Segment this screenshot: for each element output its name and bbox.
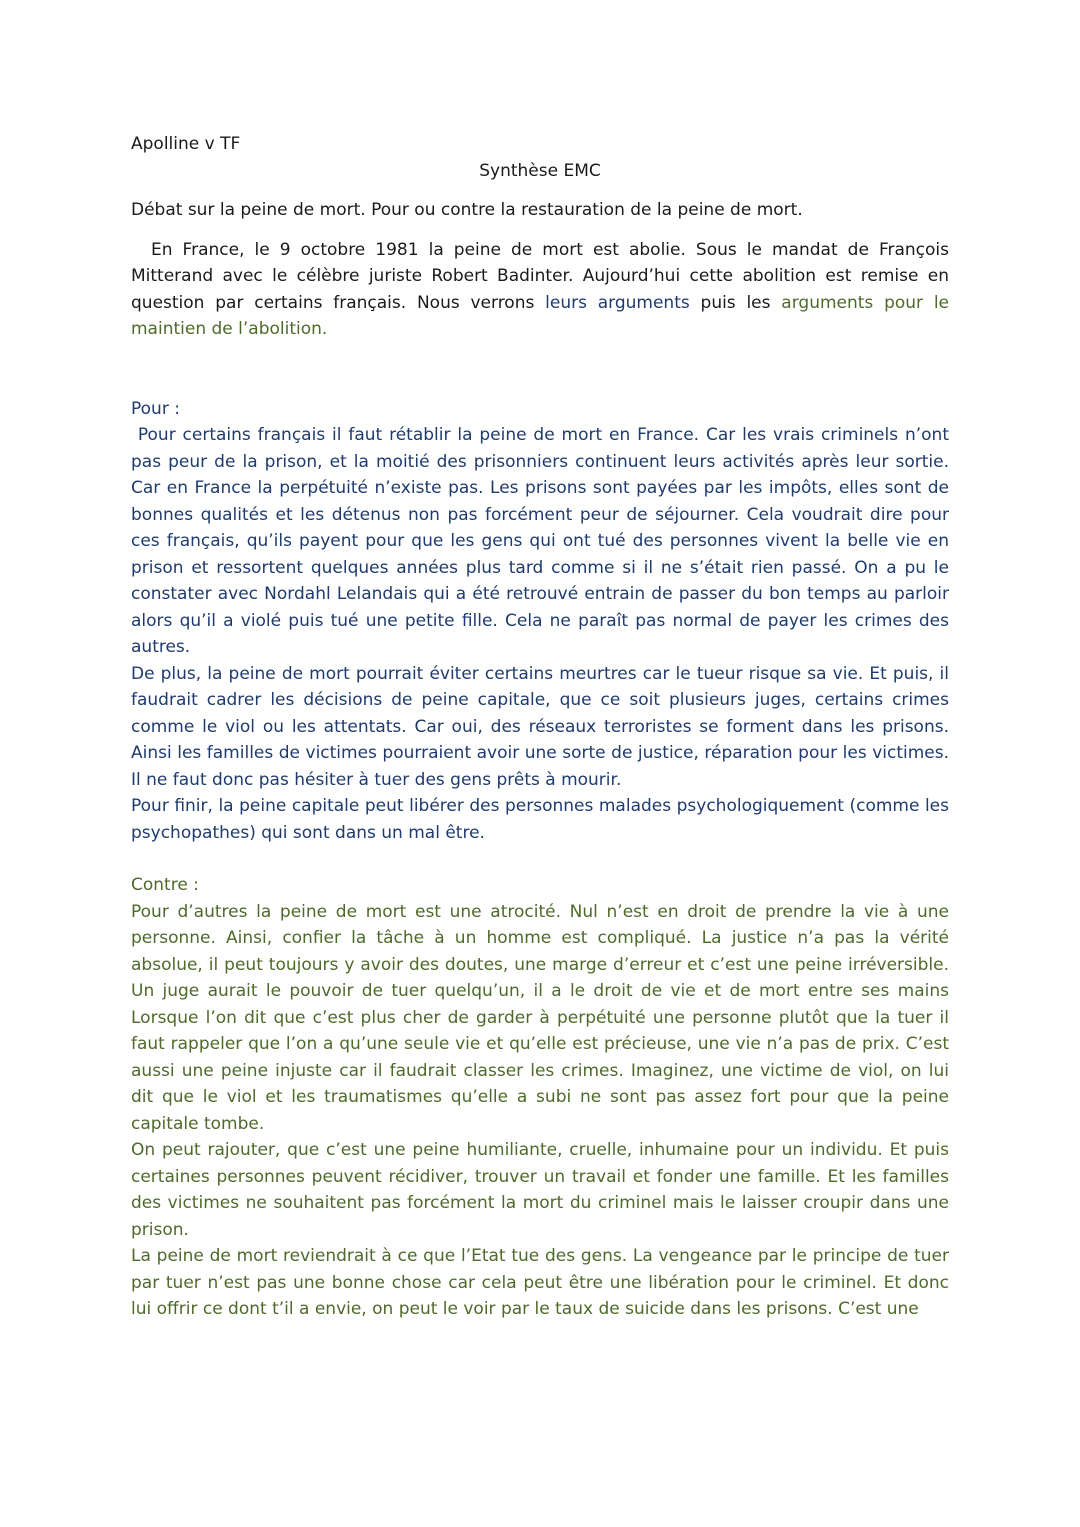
contre-heading: Contre :	[131, 875, 199, 895]
contre-paragraph-2: On peut rajouter, que c’est une peine humiliante, cruelle, inhumaine pour un individu. Et puis certaines personnes peuvent récidiver, trouver un travail et fonder une famille. Et les familles des victimes ne souhaitent pas forcément la mort du criminel mais le laisser croupir dans une prison.	[131, 1140, 949, 1240]
pour-section	[131, 396, 955, 847]
pour-paragraph-1: Pour certains français il faut rétablir la peine de mort en France. Car les vrais criminels n’ont pas peur de la prison, et la moitié des prisonniers continuent leurs activités après leur sortie. Car en France la perpétuité n’existe pas. Les prisons sont payées par les impôts, elles sont de bonnes qualités et les détenus non pas forcément peur de séjourner. Cela voudrait dire pour ces français, qu’ils payent pour que les gens qui ont tué des personnes vivent la belle vie en prison et ressortent quelques années plus tard comme si il ne s’était rien passé. On a pu le constater avec Nordahl Lelandais qui a été retrouvé entrain de passer du bon temps au parloir alors qu’il a violé puis tué une petite fille. Cela ne paraît pas normal de payer les crimes des autres.	[131, 425, 955, 657]
document-title: Synthèse EMC	[479, 160, 601, 181]
subject-line: Débat sur la peine de mort. Pour ou contre la restauration de la peine de mort.	[131, 200, 803, 220]
intro-text-3: puis les	[689, 292, 782, 313]
contre-paragraph-1: Pour d’autres la peine de mort est une atrocité. Nul n’est en droit de prendre la vie à une personne. Ainsi, confier la tâche à un homme est compliqué. La justice n’a pas la vérité absolue, il peut toujours y avoir des doutes, une marge d’erreur et c’est une peine irréversible. Un juge aurait le pouvoir de tuer quelqu’un, il a le droit de vie et de mort entre ses mains Lorsque l’on dit que c’est plus cher de garder à perpétuité une personne plutôt que la tuer il faut rappeler que l’on a qu’une seule vie et qu’elle est précieuse, une vie n’a pas de prix. C’est aussi une peine injuste car il faudrait classer les crimes. Imaginez, une victime de viol, on lui dit que le viol et les traumatismes qu’elle a subi ne sont pas assez fort pour que la peine capitale tombe.	[131, 901, 949, 1134]
pour-paragraph-3: Pour finir, la peine capitale peut libérer des personnes malades psychologiquement (comme les psychopathes) qui sont dans un mal être.	[131, 796, 949, 843]
contre-paragraph-3: La peine de mort reviendrait à ce que l’Etat tue des gens. La vengeance par le principe de tuer par tuer n’est pas une bonne chose car cela peut être une libération pour le criminel. Et donc lui offrir ce dont t’il a envie, on peut le voir par le taux de suicide dans les prisons. C’est une	[131, 1246, 949, 1319]
author-line: Apolline v TF	[131, 134, 241, 154]
pour-heading: Pour :	[131, 398, 180, 419]
intro-paragraph	[131, 237, 949, 343]
contre-section	[131, 872, 949, 1323]
document-page	[131, 131, 955, 1323]
pour-paragraph-2: De plus, la peine de mort pourrait éviter certains meurtres car le tueur risque sa vie. Et puis, il faudrait cadrer les décisions de peine capitale, que ce soit plusieurs juges, certains crimes comme le viol ou les attentats. Car oui, des réseaux terroristes se forment dans les prisons. Ainsi les familles de victimes pourraient avoir une sorte de justice, réparation pour les victimes. Il ne faut donc pas hésiter à tuer des gens prêts à mourir.	[131, 663, 949, 790]
intro-text-green: arguments pour le maintien de l’abolition.	[131, 292, 950, 339]
intro-text-blue: leurs arguments	[545, 292, 690, 313]
intro-text-1: En France, le 9 octobre 1981 la peine de mort est abolie. Sous le mandat de François Mitterand avec le célèbre juriste Robert Badinter. Aujourd’hui cette abolition est remise en question par certains français. Nous verrons	[131, 239, 949, 313]
